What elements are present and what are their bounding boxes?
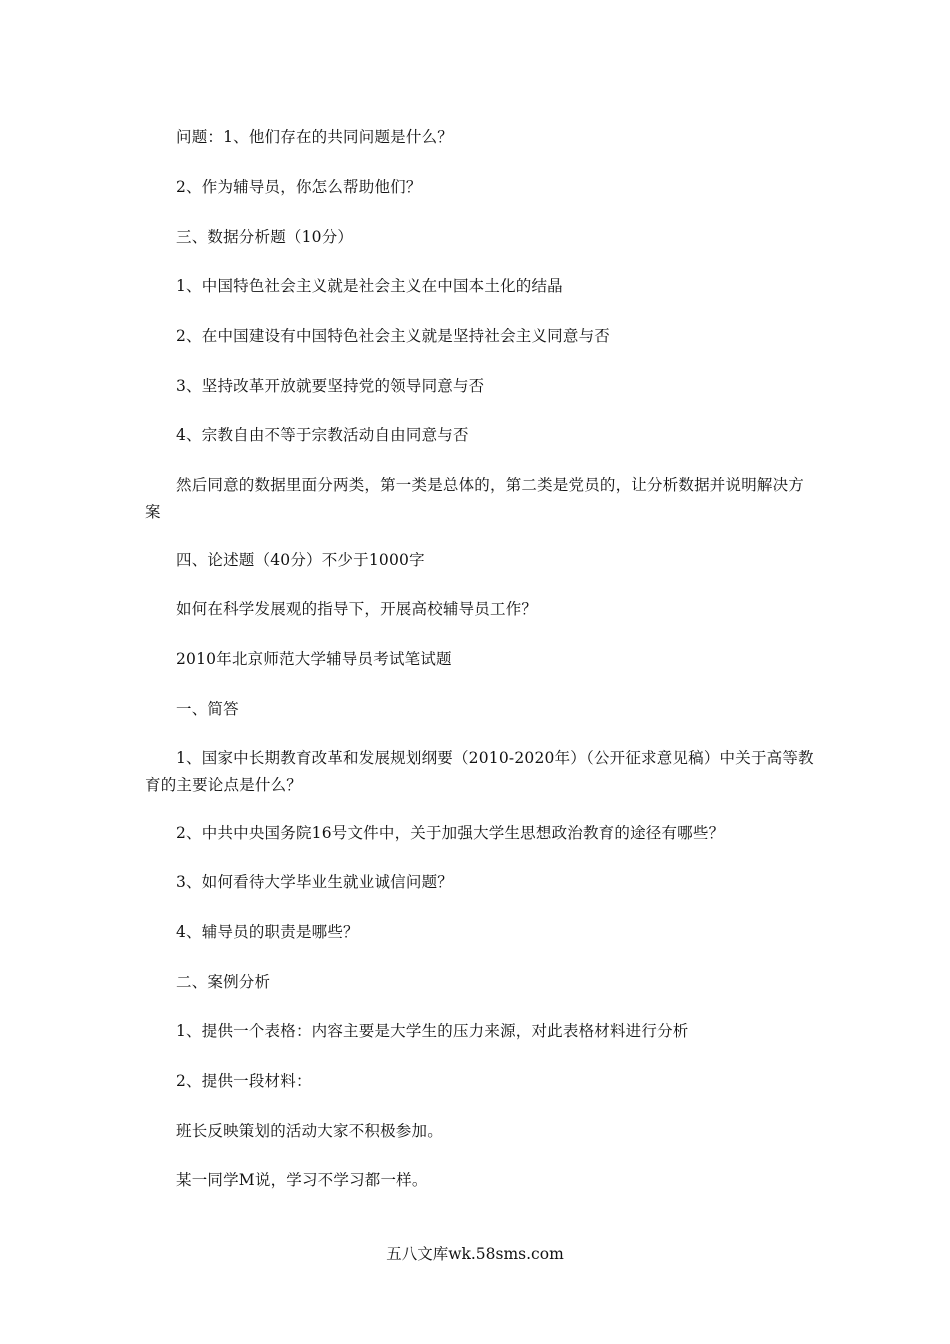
paragraph: 3、坚持改革开放就要坚持党的领导同意与否	[176, 377, 485, 395]
exam-title: 2010年北京师范大学辅导员考试笔试题	[176, 650, 452, 668]
section-heading: 二、案例分析	[176, 973, 271, 991]
paragraph: 2、中共中央国务院16号文件中，关于加强大学生思想政治教育的途径有哪些？	[176, 824, 725, 842]
section-heading: 三、数据分析题（10分）	[176, 228, 354, 246]
paragraph: 1、中国特色社会主义就是社会主义在中国本土化的结晶	[176, 277, 563, 295]
paragraph: 问题：1、他们存在的共同问题是什么？	[176, 128, 453, 146]
page-footer: 五八文库wk.58sms.com	[386, 1245, 564, 1263]
paragraph: 班长反映策划的活动大家不积极参加。	[176, 1122, 443, 1140]
section-heading: 一、简答	[176, 700, 239, 718]
paragraph: 4、辅导员的职责是哪些？	[176, 923, 359, 941]
paragraph: 某一同学M说，学习不学习都一样。	[176, 1171, 428, 1189]
paragraph: 然后同意的数据里面分两类，第一类是总体的，第二类是党员的，让分析数据并说明解决方案	[145, 476, 805, 521]
section-heading: 四、论述题（40分）不少于1000字	[176, 551, 425, 569]
paragraph: 如何在科学发展观的指导下，开展高校辅导员工作？	[176, 600, 538, 618]
paragraph: 2、作为辅导员，你怎么帮助他们？	[176, 178, 422, 196]
paragraph: 1、国家中长期教育改革和发展规划纲要（2010-2020年）（公开征求意见稿）中关于高等教育的主要论点是什么？	[145, 749, 814, 794]
paragraph: 4、宗教自由不等于宗教活动自由同意与否	[176, 426, 469, 444]
paragraph: 2、提供一段材料：	[176, 1072, 312, 1090]
paragraph: 1、提供一个表格：内容主要是大学生的压力来源，对此表格材料进行分析	[176, 1022, 689, 1040]
paragraph: 2、在中国建设有中国特色社会主义就是坚持社会主义同意与否	[176, 327, 610, 345]
paragraph: 3、如何看待大学毕业生就业诚信问题？	[176, 873, 453, 891]
